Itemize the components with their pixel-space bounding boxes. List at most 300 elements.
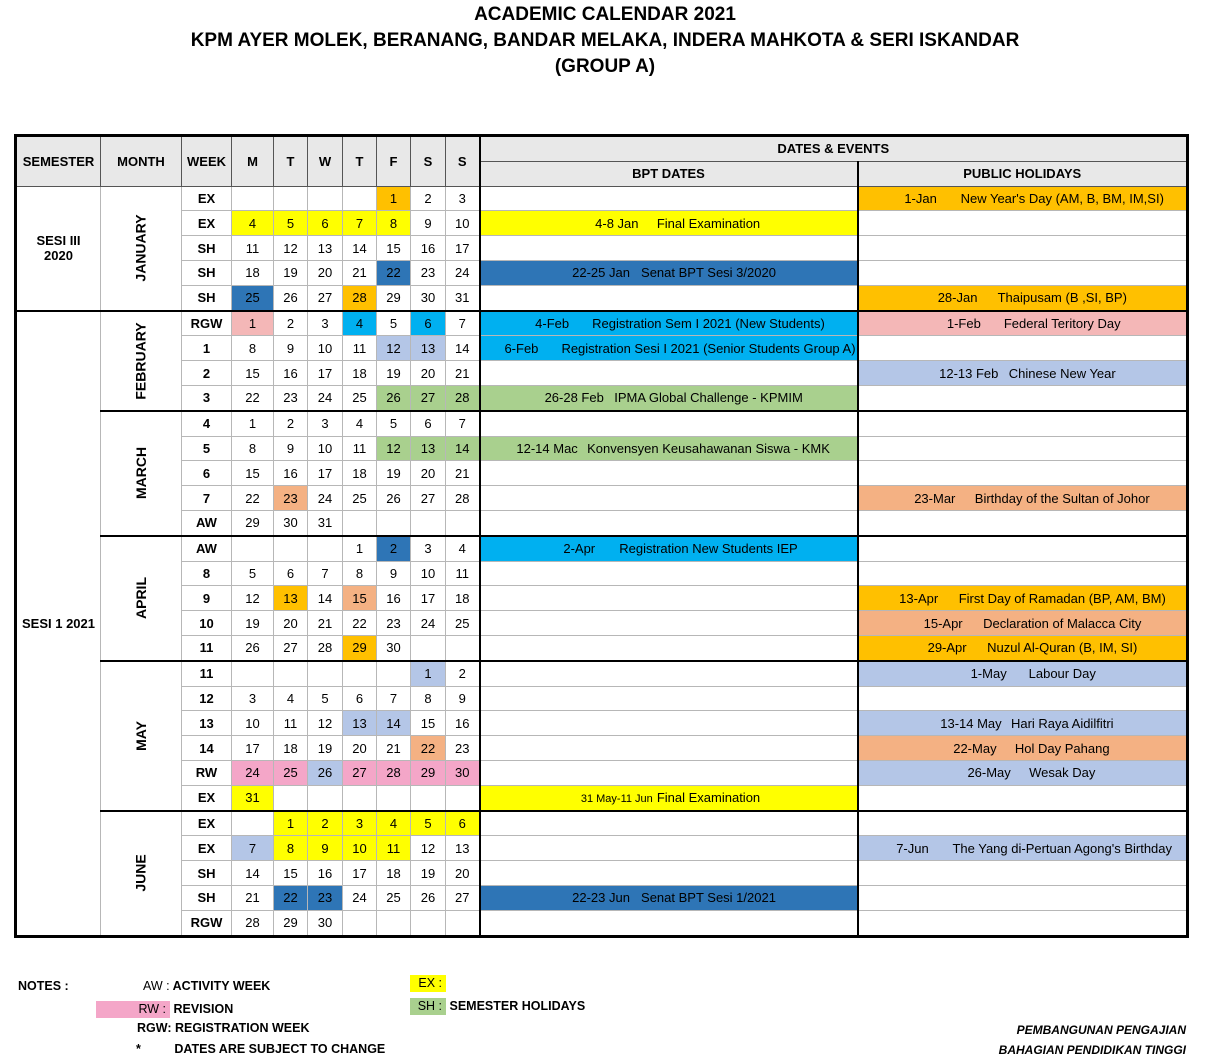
- public-holiday-cell: [858, 385, 1188, 410]
- day-cell-mon: 14: [232, 861, 274, 886]
- week-label: EX: [182, 211, 232, 236]
- public-holiday-cell: [858, 760, 1188, 785]
- day-cell-sun: 7: [446, 411, 480, 436]
- day-cell-wed: 21: [308, 611, 343, 636]
- public-holiday-name: New Year's Day (AM, B, BM, IM,SI): [960, 190, 1164, 206]
- day-cell-mon: 5: [232, 561, 274, 586]
- bpt-event-date: 2-Apr: [563, 541, 596, 557]
- page-title-block: [0, 2, 1210, 80]
- bpt-event-text: Konvensyen Keusahawanan Siswa - KMK: [587, 440, 830, 456]
- week-label: 6: [182, 461, 232, 486]
- bpt-event-text: Registration New Students IEP: [619, 541, 798, 557]
- bpt-event-cell: [480, 385, 858, 410]
- week-label: 14: [182, 736, 232, 761]
- day-cell-sun: 30: [446, 760, 480, 785]
- day-cell-tue: 13: [274, 586, 308, 611]
- day-cell-wed: [308, 186, 343, 211]
- note-aw: [143, 979, 270, 993]
- day-cell-wed: 17: [308, 461, 343, 486]
- public-holiday-cell: [858, 436, 1188, 461]
- week-label: 12: [182, 686, 232, 711]
- week-label: RGW: [182, 910, 232, 936]
- note-ex-key: EX :: [410, 975, 446, 992]
- month-label: JANUARY: [133, 214, 149, 282]
- day-cell-wed: 14: [308, 586, 343, 611]
- day-cell-sun: 14: [446, 436, 480, 461]
- public-holiday-date: 23-Mar: [914, 490, 956, 506]
- public-holiday-date: 15-Apr: [923, 615, 963, 631]
- day-cell-fri: 30: [377, 635, 411, 660]
- day-cell-thu: 27: [343, 760, 377, 785]
- day-cell-fri: 9: [377, 561, 411, 586]
- day-cell-tue: 4: [274, 686, 308, 711]
- bpt-event-cell: [480, 486, 858, 511]
- week-label: 5: [182, 436, 232, 461]
- bpt-event-date: 26-28 Feb: [544, 390, 604, 406]
- day-cell-mon: [232, 186, 274, 211]
- month-cell: [101, 311, 182, 411]
- day-cell-sat: 17: [411, 586, 446, 611]
- day-cell-thu: 18: [343, 461, 377, 486]
- day-cell-sun: [446, 785, 480, 810]
- day-cell-tue: [274, 536, 308, 561]
- day-cell-thu: 4: [343, 411, 377, 436]
- note-rw-text: REVISION: [173, 1002, 234, 1016]
- day-cell-fri: [377, 510, 411, 535]
- day-cell-wed: 19: [308, 736, 343, 761]
- bpt-event-cell: [480, 436, 858, 461]
- day-cell-sun: 16: [446, 711, 480, 736]
- week-row: [16, 711, 1188, 736]
- day-cell-wed: 7: [308, 561, 343, 586]
- day-cell-fri: 4: [377, 811, 411, 836]
- day-cell-sat: 6: [411, 411, 446, 436]
- public-holiday-cell: [858, 211, 1188, 236]
- week-label: 1: [182, 336, 232, 361]
- month-cell: [101, 811, 182, 936]
- day-cell-fri: 23: [377, 611, 411, 636]
- bpt-event-cell: [480, 336, 858, 361]
- day-cell-thu: 25: [343, 385, 377, 410]
- day-cell-sun: 17: [446, 236, 480, 261]
- day-cell-thu: 11: [343, 336, 377, 361]
- public-holiday-cell: [858, 236, 1188, 261]
- public-holiday-name: First Day of Ramadan (BP, AM, BM): [958, 590, 1166, 606]
- bpt-event-cell: [480, 711, 858, 736]
- public-holiday-cell: [858, 785, 1188, 810]
- week-row: [16, 760, 1188, 785]
- public-holiday-date: 7-Jun: [896, 840, 929, 856]
- day-cell-sun: 28: [446, 385, 480, 410]
- week-label: EX: [182, 811, 232, 836]
- day-cell-thu: 20: [343, 736, 377, 761]
- day-cell-fri: 7: [377, 686, 411, 711]
- week-row: [16, 536, 1188, 561]
- day-cell-wed: [308, 785, 343, 810]
- note-aw-key: AW :: [143, 979, 170, 993]
- day-cell-mon: 10: [232, 711, 274, 736]
- week-row: [16, 561, 1188, 586]
- note-star-key: *: [136, 1042, 141, 1056]
- day-cell-wed: 16: [308, 861, 343, 886]
- footer-department: [999, 1020, 1186, 1060]
- day-cell-thu: 8: [343, 561, 377, 586]
- bpt-event-cell: [480, 760, 858, 785]
- header-day-wed: W: [308, 136, 343, 187]
- public-holiday-cell: [858, 336, 1188, 361]
- week-label: 11: [182, 661, 232, 686]
- footer-line-2: BAHAGIAN PENDIDIKAN TINGGI: [998, 1043, 1186, 1057]
- week-row: [16, 461, 1188, 486]
- public-holiday-name: Chinese New Year: [1008, 365, 1116, 381]
- public-holiday-cell: [858, 711, 1188, 736]
- week-label: SH: [182, 285, 232, 310]
- public-holiday-cell: [858, 536, 1188, 561]
- day-cell-tue: [274, 785, 308, 810]
- public-holiday-name: Hol Day Pahang: [1014, 740, 1110, 756]
- bpt-event-cell: [480, 186, 858, 211]
- notes-label: NOTES :: [18, 979, 69, 993]
- day-cell-fri: 12: [377, 436, 411, 461]
- public-holiday-cell: [858, 661, 1188, 686]
- week-label: EX: [182, 785, 232, 810]
- note-rgw-text: REGISTRATION WEEK: [174, 1021, 310, 1035]
- day-cell-sat: 23: [411, 260, 446, 285]
- day-cell-wed: 20: [308, 260, 343, 285]
- day-cell-sun: 13: [446, 836, 480, 861]
- bpt-event-date: 22-23 Jun: [572, 890, 630, 906]
- day-cell-tue: [274, 186, 308, 211]
- header-day-tue: T: [274, 136, 308, 187]
- week-label: 9: [182, 586, 232, 611]
- day-cell-sat: 13: [411, 336, 446, 361]
- day-cell-thu: 6: [343, 686, 377, 711]
- week-row: [16, 586, 1188, 611]
- bpt-event-cell: [480, 510, 858, 535]
- public-holiday-cell: [858, 186, 1188, 211]
- academic-calendar-table: [14, 134, 1189, 938]
- semester-cell: [16, 311, 101, 936]
- day-cell-sun: 3: [446, 186, 480, 211]
- note-sh-key: SH :: [410, 998, 446, 1015]
- week-row: [16, 486, 1188, 511]
- day-cell-sat: 26: [411, 885, 446, 910]
- day-cell-tue: 12: [274, 236, 308, 261]
- day-cell-thu: 7: [343, 211, 377, 236]
- note-star-text: DATES ARE SUBJECT TO CHANGE: [174, 1042, 386, 1056]
- week-row: [16, 211, 1188, 236]
- header-day-sun: S: [446, 136, 480, 187]
- semester-label-line-2: 2020: [44, 248, 73, 264]
- bpt-event-cell: [480, 736, 858, 761]
- public-holiday-date: 13-Apr: [899, 590, 939, 606]
- day-cell-sun: 21: [446, 461, 480, 486]
- day-cell-sat: 12: [411, 836, 446, 861]
- public-holiday-cell: [858, 861, 1188, 886]
- day-cell-mon: 22: [232, 486, 274, 511]
- bpt-event-date: 4-Feb: [535, 315, 570, 331]
- header-week: WEEK: [182, 136, 232, 187]
- header-public-holidays: PUBLIC HOLIDAYS: [858, 161, 1188, 186]
- day-cell-tue: 25: [274, 760, 308, 785]
- note-subject-to-change: [136, 1042, 385, 1056]
- day-cell-thu: [343, 661, 377, 686]
- week-row: [16, 885, 1188, 910]
- day-cell-sun: 9: [446, 686, 480, 711]
- week-row: [16, 411, 1188, 436]
- day-cell-fri: 28: [377, 760, 411, 785]
- month-label: MARCH: [132, 447, 149, 500]
- day-cell-fri: 2: [377, 536, 411, 561]
- day-cell-mon: 8: [232, 336, 274, 361]
- day-cell-thu: 29: [343, 635, 377, 660]
- day-cell-wed: 2: [308, 811, 343, 836]
- day-cell-thu: [343, 910, 377, 936]
- day-cell-sat: 2: [411, 186, 446, 211]
- day-cell-tue: 6: [274, 561, 308, 586]
- public-holiday-date: 13-14 May: [940, 715, 1002, 731]
- day-cell-mon: [232, 536, 274, 561]
- public-holiday-cell: [858, 586, 1188, 611]
- day-cell-wed: 3: [308, 411, 343, 436]
- week-label: SH: [182, 260, 232, 285]
- day-cell-sun: 27: [446, 885, 480, 910]
- day-cell-tue: 2: [274, 311, 308, 336]
- bpt-event-cell: [480, 686, 858, 711]
- day-cell-mon: 15: [232, 461, 274, 486]
- day-cell-mon: 11: [232, 236, 274, 261]
- day-cell-sat: 5: [411, 811, 446, 836]
- week-label: AW: [182, 536, 232, 561]
- day-cell-tue: 16: [274, 361, 308, 386]
- day-cell-wed: 10: [308, 336, 343, 361]
- note-rgw: [137, 1021, 309, 1035]
- header-semester: SEMESTER: [16, 136, 101, 187]
- day-cell-wed: [308, 661, 343, 686]
- day-cell-tue: 23: [274, 486, 308, 511]
- month-label: APRIL: [133, 577, 149, 620]
- bpt-event-cell: [480, 836, 858, 861]
- note-aw-text: ACTIVITY WEEK: [172, 979, 271, 993]
- header-dates-events: DATES & EVENTS: [480, 136, 1188, 162]
- public-holiday-cell: [858, 811, 1188, 836]
- day-cell-sun: 31: [446, 285, 480, 310]
- day-cell-sat: 22: [411, 736, 446, 761]
- public-holiday-name: Hari Raya Aidilfitri: [1010, 715, 1114, 731]
- day-cell-sun: 10: [446, 211, 480, 236]
- public-holiday-name: Nuzul Al-Quran (B, IM, SI): [987, 640, 1138, 656]
- day-cell-fri: 11: [377, 836, 411, 861]
- day-cell-sat: 9: [411, 211, 446, 236]
- week-label: 3: [182, 385, 232, 410]
- day-cell-sat: 3: [411, 536, 446, 561]
- bpt-event-cell: [480, 586, 858, 611]
- day-cell-wed: 5: [308, 686, 343, 711]
- public-holiday-cell: [858, 635, 1188, 660]
- week-label: 2: [182, 361, 232, 386]
- week-row: [16, 811, 1188, 836]
- note-ex: [410, 975, 446, 992]
- day-cell-tue: 18: [274, 736, 308, 761]
- public-holiday-cell: [858, 311, 1188, 336]
- month-label: FEBRUARY: [132, 322, 149, 400]
- day-cell-sat: 16: [411, 236, 446, 261]
- day-cell-fri: 5: [377, 411, 411, 436]
- day-cell-sun: [446, 910, 480, 936]
- bpt-event-date: 6-Feb: [504, 340, 539, 356]
- header-day-thu: T: [343, 136, 377, 187]
- public-holiday-cell: [858, 461, 1188, 486]
- bpt-event-cell: [480, 611, 858, 636]
- day-cell-sat: 13: [411, 436, 446, 461]
- day-cell-mon: 24: [232, 760, 274, 785]
- week-label: EX: [182, 836, 232, 861]
- day-cell-thu: 3: [343, 811, 377, 836]
- bpt-event-text: IPMA Global Challenge - KPMIM: [614, 390, 803, 406]
- day-cell-mon: 25: [232, 285, 274, 310]
- day-cell-sun: 11: [446, 561, 480, 586]
- week-row: [16, 910, 1188, 936]
- day-cell-thu: 24: [343, 885, 377, 910]
- day-cell-wed: 12: [308, 711, 343, 736]
- day-cell-tue: 8: [274, 836, 308, 861]
- header-day-sat: S: [411, 136, 446, 187]
- public-holiday-cell: [858, 910, 1188, 936]
- day-cell-thu: [343, 785, 377, 810]
- day-cell-thu: 4: [343, 311, 377, 336]
- public-holiday-name: Federal Teritory Day: [1003, 315, 1121, 331]
- day-cell-thu: [343, 186, 377, 211]
- day-cell-sat: 19: [411, 861, 446, 886]
- day-cell-mon: [232, 661, 274, 686]
- day-cell-mon: 3: [232, 686, 274, 711]
- day-cell-thu: 14: [343, 236, 377, 261]
- day-cell-wed: 17: [308, 361, 343, 386]
- public-holiday-name: Wesak Day: [1029, 765, 1096, 781]
- day-cell-mon: 31: [232, 785, 274, 810]
- day-cell-wed: 27: [308, 285, 343, 310]
- day-cell-sat: 30: [411, 285, 446, 310]
- note-sh: [410, 998, 585, 1015]
- week-row: [16, 311, 1188, 336]
- day-cell-sat: [411, 510, 446, 535]
- week-row: [16, 510, 1188, 535]
- day-cell-sat: [411, 635, 446, 660]
- bpt-event-cell: [480, 311, 858, 336]
- header-month: MONTH: [101, 136, 182, 187]
- day-cell-fri: 14: [377, 711, 411, 736]
- day-cell-wed: 24: [308, 486, 343, 511]
- public-holiday-cell: [858, 885, 1188, 910]
- bpt-event-cell: [480, 361, 858, 386]
- public-holiday-cell: [858, 736, 1188, 761]
- public-holiday-cell: [858, 361, 1188, 386]
- week-label: RGW: [182, 311, 232, 336]
- day-cell-thu: 15: [343, 586, 377, 611]
- week-row: [16, 236, 1188, 261]
- day-cell-fri: 25: [377, 885, 411, 910]
- day-cell-wed: 23: [308, 885, 343, 910]
- week-label: SH: [182, 861, 232, 886]
- week-row: [16, 686, 1188, 711]
- day-cell-mon: 28: [232, 910, 274, 936]
- day-cell-sat: 15: [411, 711, 446, 736]
- public-holiday-date: 12-13 Feb: [939, 365, 999, 381]
- day-cell-thu: 1: [343, 536, 377, 561]
- bpt-event-cell: [480, 910, 858, 936]
- day-cell-fri: [377, 661, 411, 686]
- day-cell-tue: 9: [274, 436, 308, 461]
- week-row: [16, 436, 1188, 461]
- day-cell-wed: 26: [308, 760, 343, 785]
- day-cell-fri: 15: [377, 236, 411, 261]
- day-cell-sat: [411, 910, 446, 936]
- day-cell-sat: 20: [411, 361, 446, 386]
- day-cell-fri: 26: [377, 486, 411, 511]
- day-cell-tue: 19: [274, 260, 308, 285]
- day-cell-thu: 22: [343, 611, 377, 636]
- bpt-event-date: 31 May-11 Jun: [580, 793, 653, 806]
- day-cell-sat: [411, 785, 446, 810]
- day-cell-sun: 14: [446, 336, 480, 361]
- week-label: SH: [182, 236, 232, 261]
- semester-label: SESI 1 2021: [22, 615, 95, 631]
- day-cell-fri: [377, 785, 411, 810]
- day-cell-fri: 18: [377, 861, 411, 886]
- day-cell-mon: 17: [232, 736, 274, 761]
- day-cell-sun: 2: [446, 661, 480, 686]
- month-cell: [101, 186, 182, 310]
- note-rw-key: RW :: [96, 1001, 170, 1018]
- week-label: RW: [182, 760, 232, 785]
- bpt-event-date: 22-25 Jan: [572, 265, 630, 281]
- week-label: 10: [182, 611, 232, 636]
- note-rw: [96, 1001, 233, 1018]
- week-label: 8: [182, 561, 232, 586]
- day-cell-mon: 1: [232, 411, 274, 436]
- week-row: [16, 661, 1188, 686]
- day-cell-wed: 10: [308, 436, 343, 461]
- week-row: [16, 260, 1188, 285]
- day-cell-wed: 28: [308, 635, 343, 660]
- week-row: [16, 635, 1188, 660]
- day-cell-wed: 30: [308, 910, 343, 936]
- bpt-event-cell: [480, 211, 858, 236]
- bpt-event-cell: [480, 885, 858, 910]
- bpt-event-cell: [480, 285, 858, 310]
- week-row: [16, 785, 1188, 810]
- bpt-event-text: Senat BPT Sesi 1/2021: [641, 890, 776, 906]
- day-cell-thu: 17: [343, 861, 377, 886]
- public-holiday-cell: [858, 411, 1188, 436]
- public-holiday-name: The Yang di-Pertuan Agong's Birthday: [952, 840, 1173, 856]
- public-holiday-date: 1-Feb: [946, 315, 981, 331]
- note-rgw-key: RGW:: [137, 1021, 172, 1035]
- day-cell-tue: 16: [274, 461, 308, 486]
- public-holiday-cell: [858, 260, 1188, 285]
- day-cell-mon: 26: [232, 635, 274, 660]
- day-cell-wed: 24: [308, 385, 343, 410]
- bpt-event-cell: [480, 461, 858, 486]
- day-cell-tue: 26: [274, 285, 308, 310]
- day-cell-sun: 20: [446, 861, 480, 886]
- day-cell-wed: [308, 536, 343, 561]
- day-cell-wed: 3: [308, 311, 343, 336]
- day-cell-sat: 29: [411, 760, 446, 785]
- day-cell-tue: 9: [274, 336, 308, 361]
- public-holiday-cell: [858, 611, 1188, 636]
- day-cell-wed: 13: [308, 236, 343, 261]
